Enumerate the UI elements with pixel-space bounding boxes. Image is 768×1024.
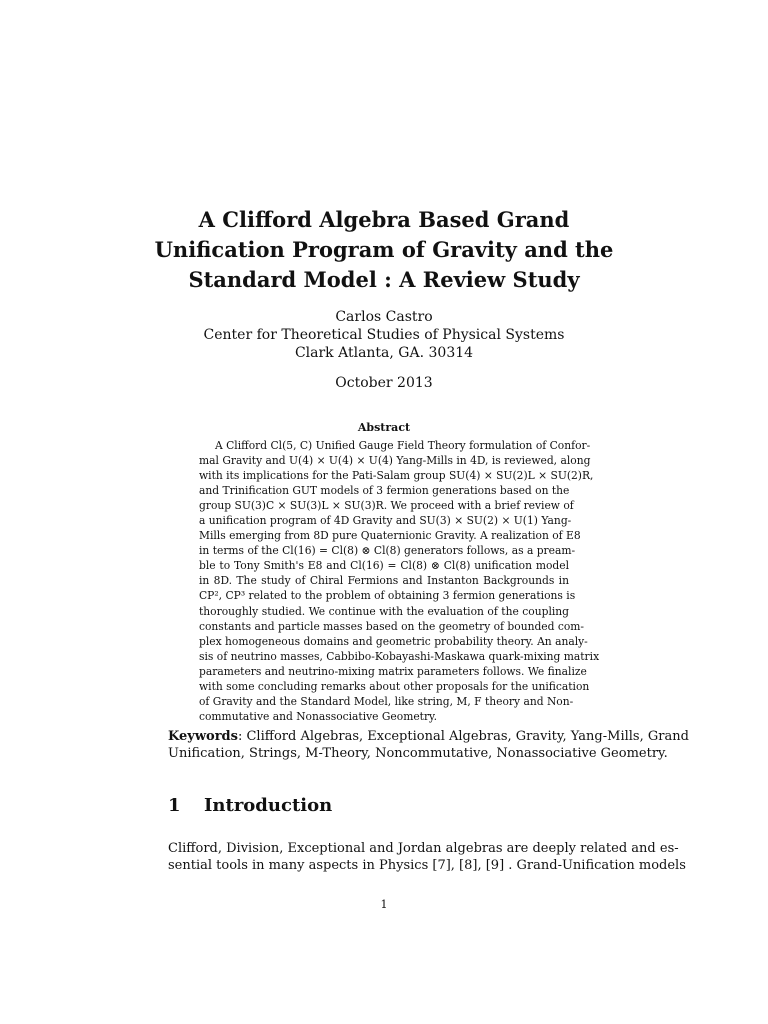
abstract-line: CP², CP³ related to the problem of obtaining 3 fermion generations is — [199, 589, 576, 603]
author-affiliation: Center for Theoretical Studies of Physical Systems — [203, 327, 565, 343]
abstract-heading: Abstract — [357, 421, 411, 434]
abstract-line: Mills emerging from 8D pure Quaternionic Gravity. A realization of E8 — [199, 529, 581, 543]
abstract-line: thoroughly studied. We continue with the evaluation of the coupling — [199, 604, 569, 618]
intro-line: sential tools in many aspects in Physics [7], [8], [9] . Grand-Unification models — [168, 858, 686, 873]
abstract-line: in terms of the Cl(16) = Cl(8) ⊗ Cl(8) generators follows, as a pream- — [199, 544, 576, 558]
keywords-text-2: Unification, Strings, M-Theory, Noncommutative, Nonassociative Geometry. — [168, 746, 668, 761]
abstract-line: plex homogeneous domains and geometric probability theory. An analy- — [199, 634, 588, 648]
abstract-line: in 8D. The study of Chiral Fermions and Instanton Backgrounds in — [199, 574, 569, 588]
abstract-line: group SU(3)C × SU(3)L × SU(3)R. We proceed with a brief review of — [199, 499, 574, 513]
page-number: 1 — [380, 898, 388, 911]
abstract-line: mal Gravity and U(4) × U(4) × U(4) Yang-Mills in 4D, is reviewed, along — [199, 454, 591, 468]
author-address: Clark Atlanta, GA. 30314 — [294, 345, 474, 361]
abstract-line: constants and particle masses based on the geometry of bounded com- — [199, 619, 585, 633]
keywords-text-1: : Clifford Algebras, Exceptional Algebras, Gravity, Yang-Mills, Grand — [237, 729, 689, 744]
abstract-body — [199, 438, 600, 724]
title-line-1: A Clifford Algebra Based Grand — [198, 207, 570, 232]
section-heading — [168, 795, 608, 817]
keywords-block — [168, 728, 689, 762]
paper-title — [110, 205, 658, 295]
author-name: Carlos Castro — [335, 309, 433, 325]
abstract-line: ble to Tony Smith's E8 and Cl(16) = Cl(8) ⊗ Cl(8) unification model — [199, 559, 569, 573]
abstract-line: with its implications for the Pati-Salam group SU(4) × SU(2)L × SU(2)R, — [199, 469, 594, 483]
intro-line: Clifford, Division, Exceptional and Jordan algebras are deeply related and es- — [168, 841, 679, 856]
keywords-label: Keywords — [168, 729, 238, 744]
section-number: 1 — [168, 795, 181, 816]
abstract-line: A Clifford Cl(5, C) Unified Gauge Field Theory formulation of Confor- — [215, 439, 591, 452]
section-title: Introduction — [204, 795, 333, 816]
abstract-line: a unification program of 4D Gravity and SU(3) × SU(2) × U(1) Yang- — [199, 514, 572, 528]
abstract-line: of Gravity and the Standard Model, like string, M, F theory and Non- — [199, 694, 574, 708]
keywords-line-1 — [168, 728, 689, 745]
abstract-line: sis of neutrino masses, Cabbibo-Kobayashi-Maskawa quark-mixing matrix — [199, 649, 600, 663]
abstract-line: and Trinification GUT models of 3 fermion generations based on the — [199, 484, 570, 498]
intro-paragraph — [168, 840, 686, 874]
paper-date: October 2013 — [335, 375, 433, 391]
author-block — [110, 308, 658, 362]
abstract-line: commutative and Nonassociative Geometry. — [199, 709, 438, 723]
title-line-3: Standard Model : A Review Study — [188, 267, 580, 292]
abstract-line: parameters and neutrino-mixing matrix parameters follows. We finalize — [199, 664, 587, 678]
title-line-2: Unification Program of Gravity and the — [154, 237, 614, 262]
abstract-line: with some concluding remarks about other proposals for the unification — [199, 679, 590, 693]
